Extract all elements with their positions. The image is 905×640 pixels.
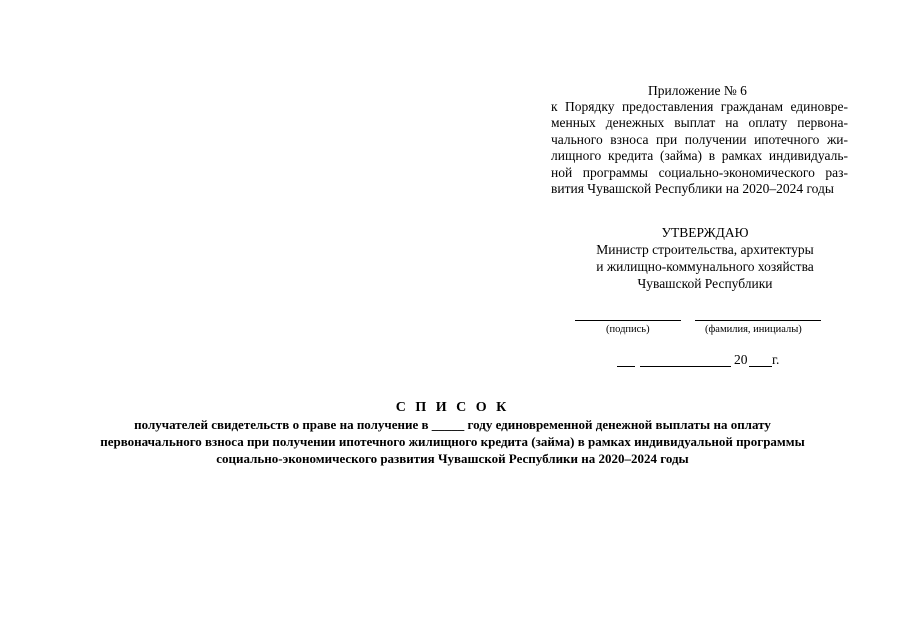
subtitle-line: социально-экономического развития Чувашской Республики на 2020–2024 годы (216, 451, 689, 466)
subtitle-line: первоначального взноса при получении ипотечного жилищного кредита (займа) в рамках индивидуальной программы (100, 434, 805, 449)
approval-date (617, 351, 797, 369)
approver-position-line: Чувашской Республики (637, 276, 773, 291)
appendix-title: Приложение № 6 (648, 83, 747, 98)
appendix-line: к Порядку предоставления гражданам единовре- (551, 99, 848, 114)
date-month-line (640, 366, 731, 367)
appendix-line: чального взноса при получении ипотечного жи- (551, 131, 848, 147)
document-title: С П И С О К (395, 400, 510, 415)
name-line (695, 320, 821, 321)
name-caption: (фамилия, инициалы) (705, 324, 802, 335)
subtitle-line: получателей свидетельств о праве на получение в _____ году единовременной денежной выплаты на оплату (134, 417, 771, 432)
signature-line (575, 320, 681, 321)
approver-position-line: Министр строительства, архитектуры (596, 242, 814, 257)
date-year-line (749, 366, 772, 367)
appendix-line: лищного кредита (займа) в рамках индивидуаль- (551, 148, 848, 164)
appendix-reference (551, 99, 848, 197)
date-year-prefix: 20 (734, 352, 748, 367)
document-subtitle (0, 416, 905, 467)
date-day-line (617, 366, 635, 367)
approval-heading: УТВЕРЖДАЮ (661, 225, 749, 240)
appendix-line: менных денежных выплат на оплату первона- (551, 115, 848, 131)
appendix-line: ной программы социально-экономического раз- (551, 164, 848, 180)
date-year-suffix: г. (772, 352, 780, 367)
signature-area (575, 308, 835, 338)
approver-position-line: и жилищно-коммунального хозяйства (596, 259, 814, 274)
appendix-line: вития Чувашской Республики на 2020–2024 годы (551, 181, 834, 197)
approval-block (560, 224, 850, 292)
signature-caption: (подпись) (606, 324, 650, 335)
